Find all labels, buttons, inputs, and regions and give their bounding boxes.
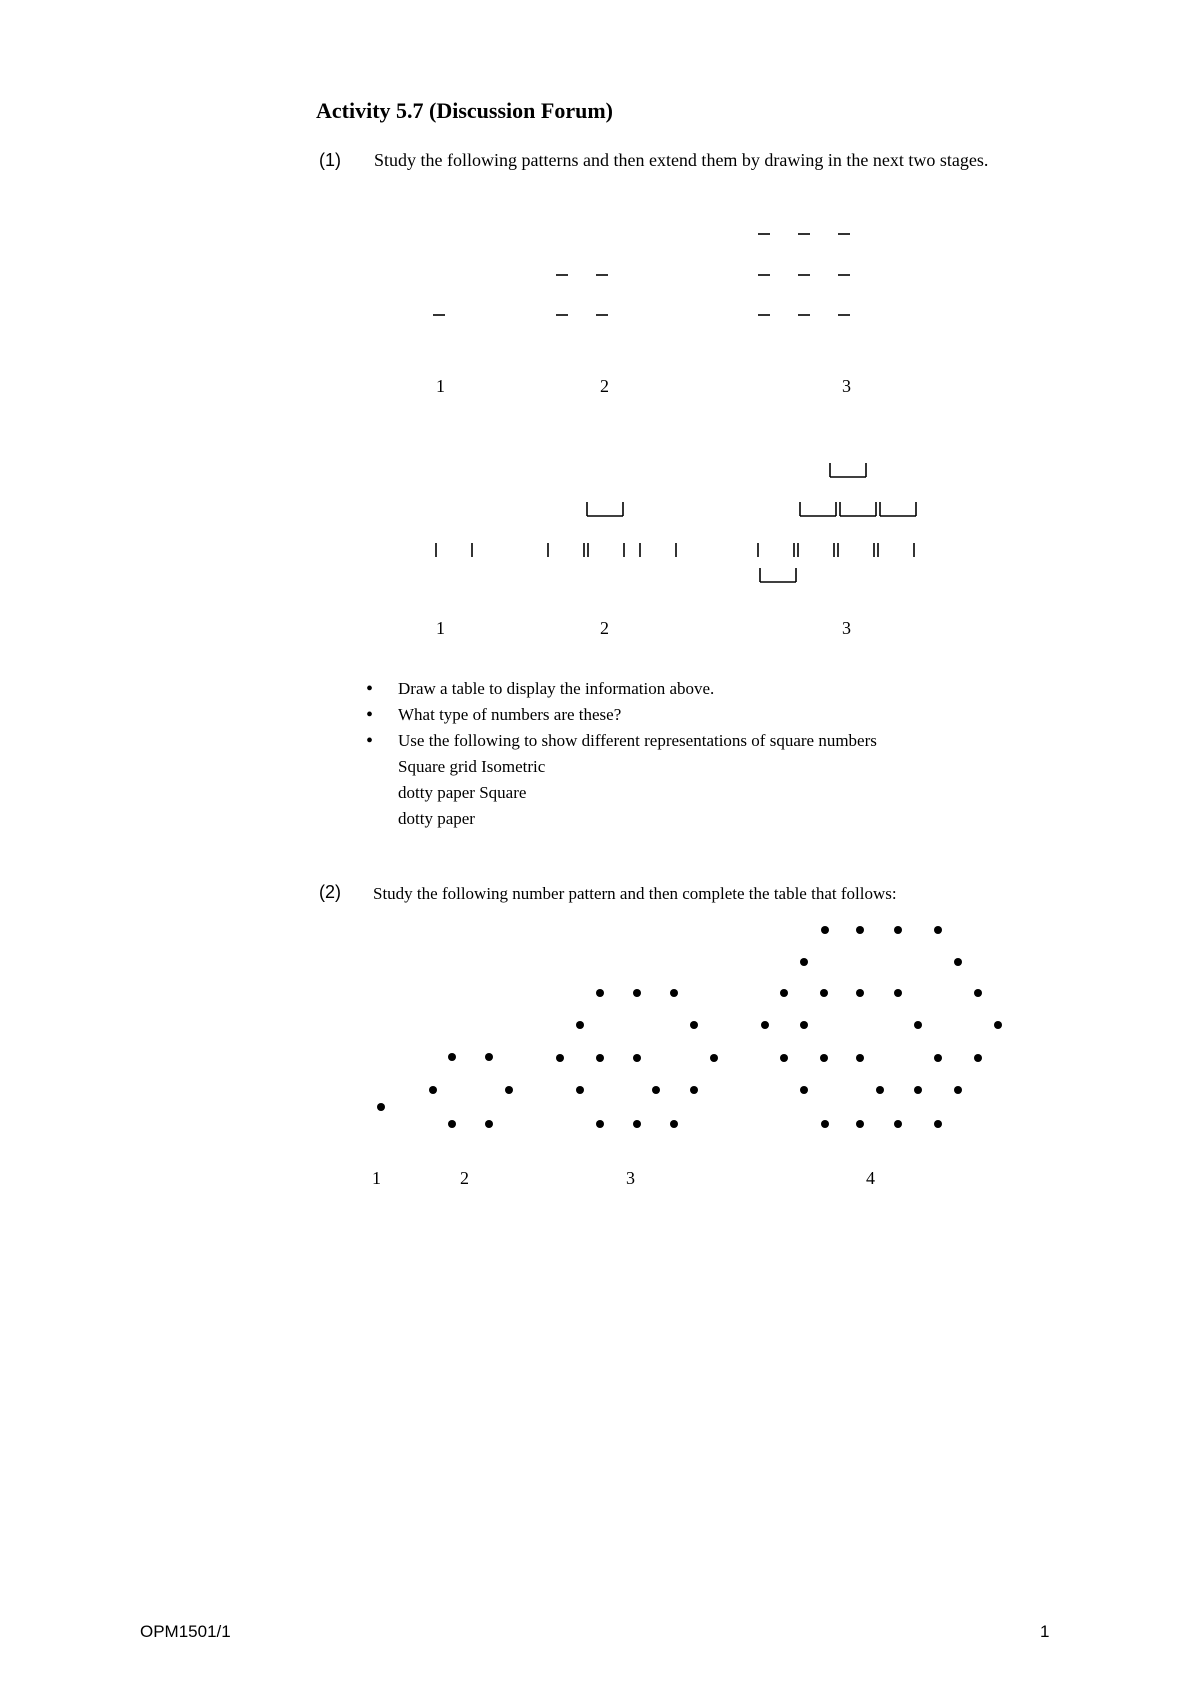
page-title: Activity 5.7 (Discussion Forum) [316, 98, 613, 123]
pattern-dot [876, 1086, 884, 1094]
pattern-dot [633, 989, 641, 997]
bullet-subline-1: Square grid Isometric [398, 757, 546, 776]
pattern-dot [596, 989, 604, 997]
pattern-dot [914, 1086, 922, 1094]
pattern-dot [485, 1053, 493, 1061]
pattern-dot [974, 1054, 982, 1062]
dot-pattern-stage-label-3: 3 [626, 1168, 635, 1188]
pattern-dot [780, 1054, 788, 1062]
pattern-b-stage-label-1: 1 [436, 618, 445, 638]
pattern-dot [576, 1086, 584, 1094]
question-1-number: (1) [319, 150, 341, 170]
pattern-dot [821, 926, 829, 934]
pattern-dot [596, 1054, 604, 1062]
pattern-dot [780, 989, 788, 997]
pattern-dot [576, 1021, 584, 1029]
pattern-dot [974, 989, 982, 997]
pattern-dot [856, 1120, 864, 1128]
pattern-dot [505, 1086, 513, 1094]
pattern-dot [633, 1120, 641, 1128]
dot-pattern-stage-label-4: 4 [866, 1168, 875, 1188]
pattern-a-stage-label-3: 3 [842, 376, 851, 396]
pattern-dot [710, 1054, 718, 1062]
pattern-dot [761, 1021, 769, 1029]
pattern-dot [670, 989, 678, 997]
pattern-dot [377, 1103, 385, 1111]
pattern-dot [914, 1021, 922, 1029]
pattern-a-stage-label-2: 2 [600, 376, 609, 396]
pattern-dot [448, 1120, 456, 1128]
bullet-item-text: Use the following to show different representations of square numbers [398, 731, 877, 750]
bullet-subline-2: dotty paper Square [398, 783, 527, 802]
pattern-dot [894, 926, 902, 934]
pattern-dot [994, 1021, 1002, 1029]
pattern-dot [690, 1086, 698, 1094]
pattern-a-stage-label-1: 1 [436, 376, 445, 396]
pattern-dot [556, 1054, 564, 1062]
question-2-text: Study the following number pattern and then complete the table that follows: [373, 884, 897, 903]
pattern-dot [820, 989, 828, 997]
pattern-dot [596, 1120, 604, 1128]
bullet-subline-3: dotty paper [398, 809, 475, 828]
pattern-dot [800, 1086, 808, 1094]
pattern-dot [894, 989, 902, 997]
dot-pattern-stage-label-1: 1 [372, 1168, 381, 1188]
pattern-dot [954, 958, 962, 966]
pattern-dot [652, 1086, 660, 1094]
bullet-item: • What type of numbers are these? [366, 702, 877, 728]
question-2-number: (2) [319, 882, 341, 902]
pattern-dot [670, 1120, 678, 1128]
pattern-dot [856, 1054, 864, 1062]
pattern-dot [856, 989, 864, 997]
bullet-item: • Draw a table to display the information above. [366, 676, 877, 702]
pattern-b-stage-label-3: 3 [842, 618, 851, 638]
question-1-bullet-list [366, 676, 877, 832]
pattern-dot [485, 1120, 493, 1128]
pattern-dot [894, 1120, 902, 1128]
pattern-dot [800, 958, 808, 966]
pattern-b-stage-label-2: 2 [600, 618, 609, 638]
pattern-dot [856, 926, 864, 934]
dot-pattern-stage-label-2: 2 [460, 1168, 469, 1188]
pattern-dot [954, 1086, 962, 1094]
pattern-dot [820, 1054, 828, 1062]
question-1-text: Study the following patterns and then extend them by drawing in the next two stages. [374, 150, 989, 170]
pattern-dot [448, 1053, 456, 1061]
bullet-item [366, 728, 877, 832]
pattern-dot [934, 926, 942, 934]
pattern-dot [934, 1120, 942, 1128]
footer-page-number: 1 [1040, 1622, 1050, 1641]
pattern-dot [690, 1021, 698, 1029]
pattern-dot [800, 1021, 808, 1029]
pattern-dot [821, 1120, 829, 1128]
footer-course-code: OPM1501/1 [140, 1622, 231, 1641]
pattern-dot [934, 1054, 942, 1062]
pattern-dot [633, 1054, 641, 1062]
pattern-dot [429, 1086, 437, 1094]
